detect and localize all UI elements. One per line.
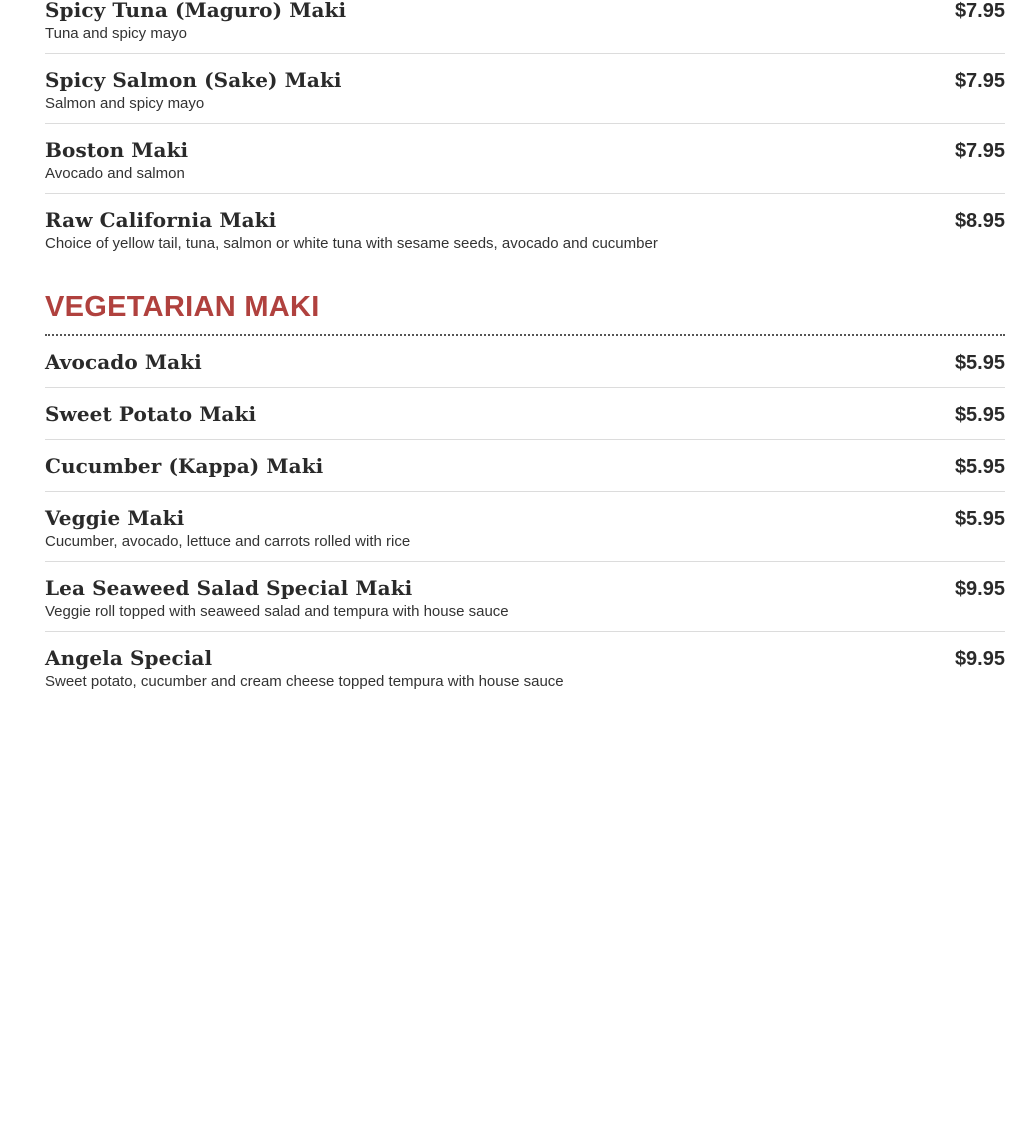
item-name: Cucumber (Kappa) Maki [45,454,324,478]
menu-item-spicy-salmon-maki [45,66,1005,124]
item-price: $7.95 [954,0,1005,22]
item-name: Lea Seaweed Salad Special Maki [45,576,413,600]
item-price: $5.95 [954,456,1005,478]
section-title: VEGETARIAN MAKI [45,289,1005,336]
menu-item-spicy-tuna-maki [45,0,1005,54]
menu-item-cucumber-maki [45,452,1005,492]
item-price: $5.95 [954,352,1005,374]
item-description: Tuna and spicy mayo [45,25,188,42]
item-description: Veggie roll topped with seaweed salad and tempura with house sauce [45,603,509,620]
item-description: Cucumber, avocado, lettuce and carrots rolled with rice [45,533,411,550]
item-name: Angela Special [45,646,213,670]
item-header [45,574,1005,603]
item-price: $7.95 [954,70,1005,92]
menu [45,0,1005,701]
item-description: Choice of yellow tail, tuna, salmon or white tuna with sesame seeds, avocado and cucumber [45,235,658,252]
item-header [45,136,1005,165]
item-header [45,400,1005,429]
item-price: $9.95 [954,578,1005,600]
item-description: Avocado and salmon [45,165,185,182]
item-price: $9.95 [954,648,1005,670]
menu-item-raw-california-maki [45,206,1005,263]
menu-item-angela-special [45,644,1005,701]
item-description: Salmon and spicy mayo [45,95,205,112]
item-header [45,452,1005,481]
item-name: Spicy Salmon (Sake) Maki [45,68,342,92]
item-price: $7.95 [954,140,1005,162]
item-header [45,348,1005,377]
item-name: Sweet Potato Maki [45,402,257,426]
item-name: Boston Maki [45,138,189,162]
item-name: Raw California Maki [45,208,277,232]
item-header [45,644,1005,673]
menu-item-avocado-maki [45,348,1005,388]
item-name: Veggie Maki [45,506,185,530]
item-header [45,66,1005,95]
item-header [45,504,1005,533]
menu-item-veggie-maki [45,504,1005,562]
item-description: Sweet potato, cucumber and cream cheese topped tempura with house sauce [45,673,564,690]
item-header [45,206,1005,235]
item-name: Spicy Tuna (Maguro) Maki [45,0,347,22]
item-name: Avocado Maki [45,350,202,374]
item-price: $5.95 [954,404,1005,426]
item-price: $8.95 [954,210,1005,232]
menu-item-lea-seaweed-salad-special-maki [45,574,1005,632]
menu-item-sweet-potato-maki [45,400,1005,440]
item-price: $5.95 [954,508,1005,530]
item-header [45,0,1005,25]
menu-item-boston-maki [45,136,1005,194]
